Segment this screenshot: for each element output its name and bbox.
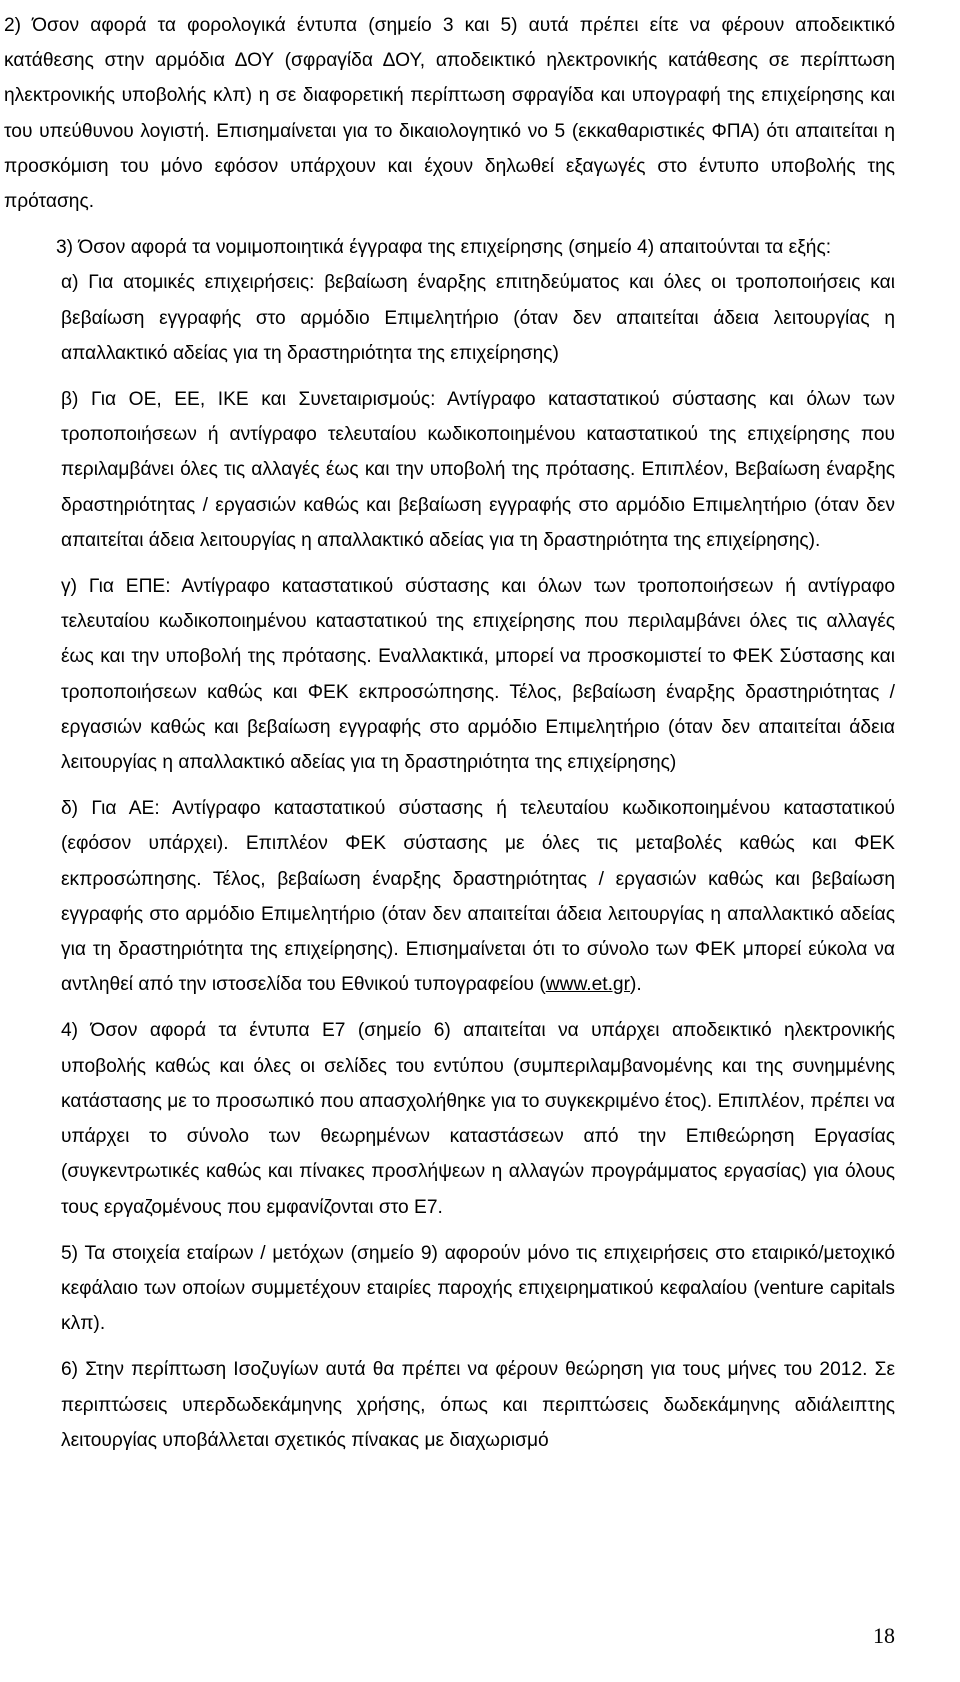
paragraph-tax-forms: 2) Όσον αφορά τα φορολογικά έντυπα (σημείο 3 και 5) αυτά πρέπει είτε να φέρουν αποδεικτικό κατάθεσης στην αρμόδια ΔΟΥ (σφραγίδα ΔΟΥ, αποδεικτικό ηλεκτρονικής κατάθεσης σε περίπτωση ηλεκτρονικής υποβολής κλπ) η σε διαφορετική περίπτωση σφραγίδα και υπογραφή της επιχείρησης και του υπεύθυνου λογιστή. Επισημαίνεται για το δικαιολογητικό νο 5 (εκκαθαριστικές ΦΠΑ) ότι απαιτείται η προσκόμιση του μόνο εφόσον υπάρχουν και έχουν δηλωθεί εξαγωγές στο έντυπο υποβολής της πρότασης.	[4, 15, 895, 213]
paragraph-partners: 5) Τα στοιχεία εταίρων / μετόχων (σημείο 9) αφορούν μόνο τις επιχειρήσεις στο εταιρικό/μετοχικό κεφάλαιο των οποίων συμμετέχουν εταιρίες παροχής επιχειρηματικού κεφαλαίου (venture capitals κλπ).	[61, 1242, 895, 1335]
list-item-ae-text: δ) Για ΑΕ: Αντίγραφο καταστατικού σύστασης ή τελευταίου κωδικοποιημένου καταστατικού (εφόσον υπάρχει). Επιπλέον ΦΕΚ σύστασης με όλες τις μεταβολές καθώς και ΦΕΚ εκπροσώπησης. Τέλος, βεβαίωση έναρξης δραστηριότητας / εργασιών καθώς και βεβαίωση εγγραφής στο αρμόδιο Επιμελητήριο (όταν δεν απαιτείται άδεια λειτουργίας η απαλλακτικό αδείας για τη δραστηριότητα της επιχείρησης). Επισημαίνεται ότι το σύνολο των ΦΕΚ μπορεί εύκολα να αντληθεί από την ιστοσελίδα του Εθνικού τυπογραφείου (	[61, 798, 895, 996]
list-item-epe: γ) Για ΕΠΕ: Αντίγραφο καταστατικού σύστασης και όλων των τροποποιήσεων ή αντίγραφο τελευταίου κωδικοποιημένου καταστατικού της επιχείρησης που περιλαμβάνει όλες τις αλλαγές έως και την υποβολή της πρότασης. Εναλλακτικά, μπορεί να προσκομιστεί το ΦΕΚ Σύστασης και τροποποιήσεων καθώς και ΦΕΚ εκπροσώπησης. Τέλος, βεβαίωση έναρξης δραστηριότητας / εργασιών καθώς και βεβαίωση εγγραφής στο αρμόδιο Επιμελητήριο (όταν δεν απαιτείται άδεια λειτουργίας η απαλλακτικό αδείας για τη δραστηριότητα της επιχείρησης)	[61, 576, 895, 774]
paragraph-legal-documents: 3) Όσον αφορά τα νομιμοποιητικά έγγραφα της επιχείρησης (σημείο 4) απαιτούνται τα εξής:	[56, 237, 832, 259]
page-number: 18	[873, 1623, 895, 1648]
et-gr-link[interactable]: www.et.gr	[545, 974, 630, 996]
list-item-oe-ee-ike: β) Για ΟΕ, ΕΕ, ΙΚΕ και Συνεταιρισμούς: Αντίγραφο καταστατικού σύστασης και όλων των τροποποιήσεων ή αντίγραφο τελευταίου κωδικοποιημένου καταστατικού της επιχείρησης που περιλαμβάνει όλες τις αλλαγές έως και την υποβολή της πρότασης. Επιπλέον, Βεβαίωση έναρξης δραστηριότητας / εργασιών καθώς και βεβαίωση εγγραφής στο αρμόδιο Επιμελητήριο (όταν δεν απαιτείται άδεια λειτουργίας η απαλλακτικό αδείας για τη δραστηριότητα της επιχείρησης).	[61, 389, 895, 551]
paragraph-e7-forms: 4) Όσον αφορά τα έντυπα Ε7 (σημείο 6) απαιτείται να υπάρχει αποδεικτικό ηλεκτρονικής υποβολής καθώς και όλες οι σελίδες του εντύπου (συμπεριλαμβανομένης και της συνημμένης κατάστασης με το προσωπικό που απασχολήθηκε για το συγκεκριμένο έτος). Επιπλέον, πρέπει να υπάρχει το σύνολο των θεωρημένων καταστάσεων από την Επιθεώρηση Εργασίας (συγκεντρωτικές καθώς και πίνακες προσλήψεων η αλλαγών προγράμματος εργασίας) για όλους τους εργαζομένους που εμφανίζονται στο Ε7.	[61, 1020, 895, 1218]
list-item-sole-proprietorships: α) Για ατομικές επιχειρήσεις: βεβαίωση έναρξης επιτηδεύματος και όλες οι τροποποιήσεις και βεβαίωση εγγραφής στο αρμόδιο Επιμελητήριο (όταν δεν απαιτείται άδεια λειτουργίας η απαλλακτικό αδείας για τη δραστηριότητα της επιχείρησης)	[61, 272, 895, 364]
list-item-ae-text-end: ).	[630, 974, 642, 996]
list-item-ae	[61, 791, 895, 1002]
paragraph-balances: 6) Στην περίπτωση Ισοζυγίων αυτά θα πρέπει να φέρουν θεώρηση για τους μήνες του 2012. Σε περιπτώσεις υπερδωδεκάμηνης χρήσης, όπως και περιπτώσεις δωδεκάμηνης αδιάλειπτης λειτουργίας υποβάλλεται σχετικός πίνακας με διαχωρισμό	[61, 1359, 895, 1451]
